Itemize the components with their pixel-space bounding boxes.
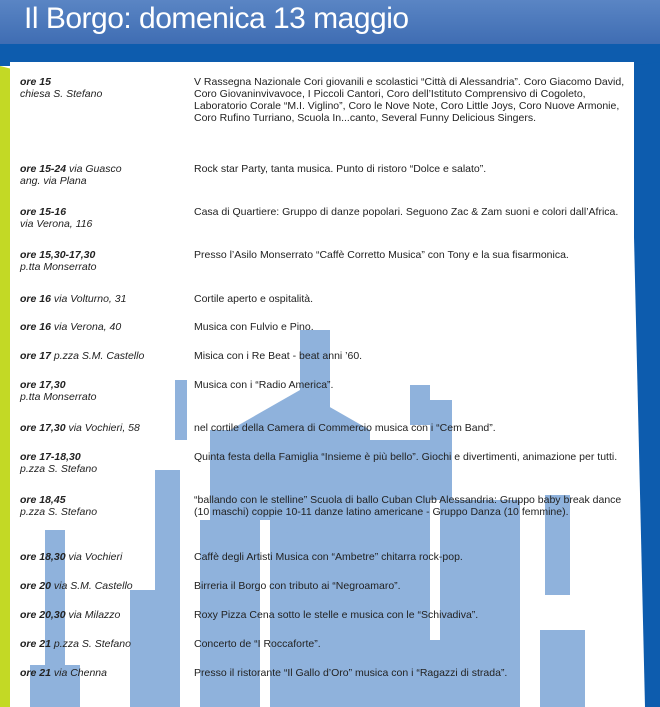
event-place-line2: p.tta Monserrato <box>20 261 97 273</box>
event-time: ore 17,30 <box>20 379 66 391</box>
event-description: “ballando con le stelline” Scuola di ballo Cuban Club Alessandria: Gruppo baby break dance (10 maschi) coppie 10-11 danze latino americane - Gruppo Danza (10 femmine). <box>194 494 622 518</box>
event-place-line2: chiesa S. Stefano <box>20 88 103 100</box>
event-description: Concerto de “I Roccaforte”. <box>194 638 321 650</box>
event-description: Birreria il Borgo con tributo ai “Negroamaro”. <box>194 580 401 592</box>
event-description: Presso il ristorante “Il Gallo d’Oro” musica con i “Ragazzi di strada”. <box>194 667 508 679</box>
event-when <box>20 667 190 679</box>
event-description: Caffè degli Artisti Musica con “Ambetre” chitarra rock-pop. <box>194 551 463 563</box>
event-when <box>20 163 190 187</box>
event-place-line2: p.tta Monserrato <box>20 391 97 403</box>
event-time: ore 15-16 <box>20 206 67 218</box>
event-time: ore 18,30 <box>20 551 66 563</box>
event-place-line2: via Verona, 116 <box>20 218 93 230</box>
event-when <box>20 638 190 650</box>
event-place: via Milazzo <box>65 609 121 621</box>
event-description: Presso l’Asilo Monserrato “Caffè Corretto Musica” con Tony e la sua fisarmonica. <box>194 249 569 261</box>
event-description: Musica con Fulvio e Pino. <box>194 321 314 333</box>
event-place: p.zza S. Stefano <box>50 638 131 650</box>
event-place: p.zza S.M. Castello <box>50 350 145 362</box>
event-when <box>20 422 190 434</box>
event-time: ore 16 <box>20 321 51 333</box>
event-place-line2: p.zza S. Stefano <box>20 463 98 475</box>
event-when <box>20 609 190 621</box>
event-place-line2: ang. via Plana <box>20 175 87 187</box>
event-place: via Volturno, 31 <box>50 293 127 305</box>
event-time: ore 17,30 <box>20 422 66 434</box>
event-time: ore 15 <box>20 76 51 88</box>
event-time: ore 21 <box>20 638 51 650</box>
event-description: V Rassegna Nazionale Cori giovanili e scolastici “Città di Alessandria”. Coro Giacomo David, Coro Giovaninvivavoce, I Piccoli Cantori, Coro dell’Istituto Comprensivo di Cogoleto, Laboratorio Corale “M.I. Viglino”, Coro le Nove Note, Coro Little Joys, Coro Nuove Armonie, Coro Rufino Turriano, Scuola In...canto, Several Funny Delicious Singers. <box>194 76 625 124</box>
event-description: Cortile aperto e ospitalità. <box>194 293 314 305</box>
event-when <box>20 350 190 362</box>
event-place: via Vochieri, 58 <box>65 422 140 434</box>
event-place-line2: p.zza S. Stefano <box>20 506 98 518</box>
event-description: Roxy Pizza Cena sotto le stelle e musica con le “Schivadiva”. <box>194 609 479 621</box>
event-place: via Guasco <box>66 163 122 175</box>
event-place: via Verona, 40 <box>50 321 122 333</box>
event-time: ore 16 <box>20 293 51 305</box>
event-time: ore 20,30 <box>20 609 66 621</box>
event-description: Musica con i “Radio America”. <box>194 379 334 391</box>
event-time: ore 18,45 <box>20 494 66 506</box>
event-when <box>20 494 190 518</box>
event-when <box>20 551 190 563</box>
event-time: ore 17 <box>20 350 51 362</box>
event-when <box>20 321 190 333</box>
event-description: Quinta festa della Famiglia “Insieme è più bello”. Giochi e divertimenti, animazione per tutti. <box>194 451 618 463</box>
event-place: via Chenna <box>50 667 107 679</box>
event-description: Misica con i Re Beat - beat anni ’60. <box>194 350 363 362</box>
event-place: via Vochieri <box>65 551 123 563</box>
event-when <box>20 206 190 230</box>
event-when <box>20 249 190 273</box>
event-time: ore 17-18,30 <box>20 451 81 463</box>
event-time: ore 15-24 <box>20 163 67 175</box>
event-when <box>20 293 190 305</box>
event-description: Rock star Party, tanta musica. Punto di ristoro “Dolce e salato”. <box>194 163 487 175</box>
event-when <box>20 76 190 100</box>
page-title: Il Borgo: domenica 13 maggio <box>24 2 409 35</box>
event-time: ore 20 <box>20 580 51 592</box>
event-description: nel cortile della Camera di Commercio musica con i “Cem Band”. <box>194 422 496 434</box>
event-place: via S.M. Castello <box>50 580 133 592</box>
event-when <box>20 580 190 592</box>
event-time: ore 15,30-17,30 <box>20 249 96 261</box>
event-when <box>20 451 190 475</box>
event-time: ore 21 <box>20 667 51 679</box>
event-when <box>20 379 190 403</box>
event-description: Casa di Quartiere: Gruppo di danze popolari. Seguono Zac & Zam suoni e colori dall’Africa. <box>194 206 619 218</box>
